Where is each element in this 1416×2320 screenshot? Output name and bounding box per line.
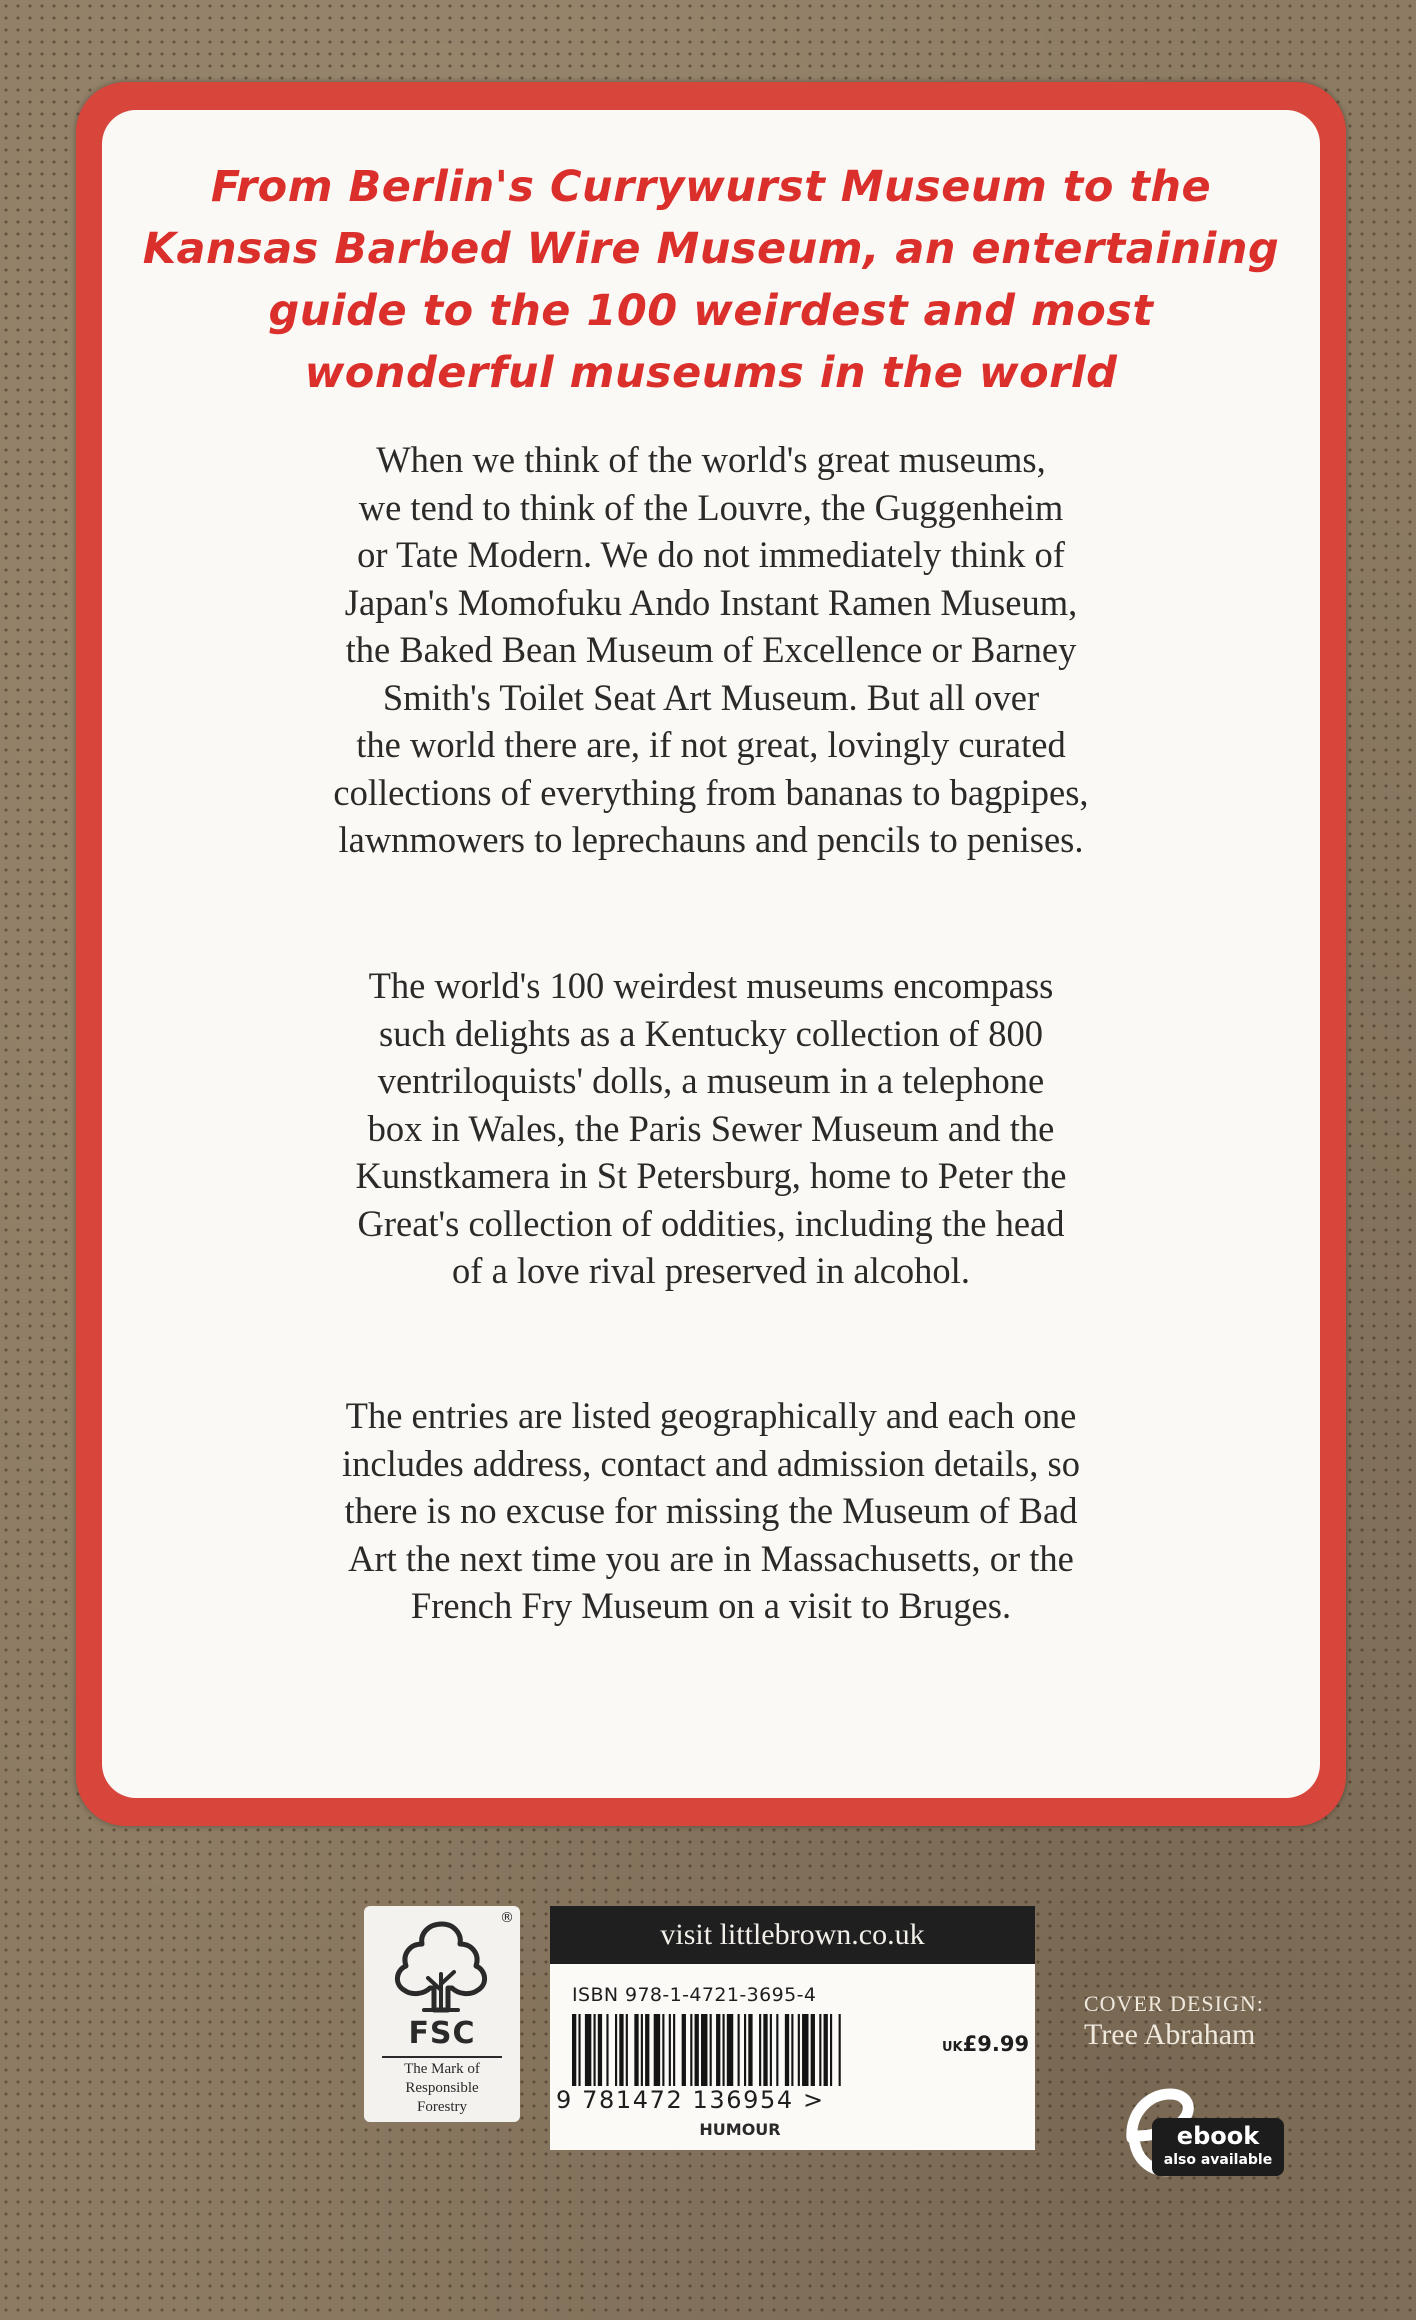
blurb-line: there is no excuse for missing the Museum of Bad	[344, 1490, 1078, 1531]
barcode-bar	[682, 2014, 686, 2086]
barcode-bar	[748, 2014, 752, 2086]
ebook-title: ebook	[1176, 2122, 1260, 2150]
barcode-bar	[785, 2014, 789, 2086]
fsc-tagline-line: Forestry	[417, 2099, 467, 2115]
blurb-line: The world's 100 weirdest museums encompass	[368, 965, 1054, 1006]
blurb-line: collections of everything from bananas to bagpipes,	[333, 771, 1089, 813]
fsc-tagline-line: The Mark of	[404, 2061, 480, 2077]
blurb-line: Great's collection of oddities, including the head	[357, 1202, 1065, 1244]
barcode-bar	[723, 2014, 725, 2086]
cover-design-credit	[1084, 1990, 1264, 2052]
barcode-bar	[759, 2014, 761, 2086]
blurb-line: Smith's Toilet Seat Art Museum. But all over	[382, 676, 1040, 718]
blurb-line: Kunstkamera in St Petersburg, home to Peter the	[355, 1155, 1067, 1196]
price-prefix: UK	[942, 2040, 963, 2055]
barcode-bar	[716, 2014, 720, 2086]
barcode-bar	[824, 2014, 828, 2086]
ebook-badge	[1100, 2078, 1290, 2188]
barcode-bar	[738, 2014, 740, 2086]
fsc-tagline	[368, 2060, 516, 2117]
barcode-bar	[634, 2014, 638, 2086]
blurb-line: lawnmowers to leprechauns and pencils to penises.	[338, 819, 1084, 860]
barcode-block	[550, 1964, 1035, 2150]
barcode-bar	[710, 2014, 712, 2086]
barcode-bar	[798, 2014, 800, 2086]
barcode-bar	[619, 2014, 623, 2086]
barcode-bar	[641, 2014, 643, 2086]
fsc-tagline-line: Responsible	[405, 2080, 479, 2096]
barcode-bar	[791, 2014, 793, 2086]
barcode-bar	[606, 2014, 608, 2086]
barcode-bar	[673, 2014, 675, 2086]
barcode-bar	[598, 2014, 602, 2086]
barcode-bar	[830, 2014, 832, 2086]
tagline-line: Kansas Barbed Wire Museum, an entertaining	[142, 224, 1280, 274]
blurb-line: Japan's Momofuku Ando Instant Ramen Museum,	[344, 581, 1078, 623]
blurb-line: The entries are listed geographically and each one	[345, 1395, 1077, 1436]
blurb-line: Art the next time you are in Massachusetts, or the	[348, 1537, 1074, 1579]
barcode-bar	[695, 2014, 699, 2086]
tagline-line: wonderful museums in the world	[304, 348, 1118, 398]
barcode-bar	[654, 2014, 660, 2086]
blurb-line: or Tate Modern. We do not immediately think of	[357, 534, 1065, 575]
barcode-bar	[626, 2014, 628, 2086]
barcode-bar	[594, 2014, 596, 2086]
blurb-line: box in Wales, the Paris Sewer Museum and the	[367, 1107, 1055, 1149]
cover-designer-name: Tree Abraham	[1084, 2018, 1256, 2051]
ebook-subtitle: also available	[1163, 2152, 1273, 2168]
barcode-bar	[763, 2014, 767, 2086]
blurb-line: the world there are, if not great, lovingly curated	[356, 724, 1066, 765]
price-value: £9.99	[962, 2032, 1030, 2056]
publisher-website: visit littlebrown.co.uk	[550, 1906, 1035, 1964]
barcode-bar	[701, 2014, 707, 2086]
barcode-bar	[727, 2014, 733, 2086]
tagline-line: From Berlin's Currywurst Museum to the	[210, 162, 1212, 212]
blurb-line: includes address, contact and admission details, so	[342, 1442, 1080, 1484]
tagline-line: guide to the 100 weirdest and most	[268, 286, 1154, 336]
fsc-logo	[364, 1906, 520, 2122]
ebook-label-box	[1152, 2118, 1284, 2176]
blurb-line: French Fry Museum on a visit to Bruges.	[410, 1585, 1012, 1626]
barcode-bar	[572, 2014, 576, 2086]
cover-design-label: COVER DESIGN:	[1084, 1991, 1264, 2016]
tagline	[130, 156, 1292, 404]
isbn-text: ISBN 978-1-4721-3695-4	[572, 1984, 817, 2006]
barcode-bar	[776, 2014, 778, 2086]
barcode-bar	[770, 2014, 772, 2086]
barcode-bar	[578, 2014, 580, 2086]
barcode-bar	[669, 2014, 671, 2086]
category-label: HUMOUR	[699, 2120, 781, 2139]
barcode-number: 9 781472 136954 >	[556, 2086, 825, 2114]
barcode-bar	[615, 2014, 617, 2086]
blurb-line: such delights as a Kentucky collection of 800	[379, 1012, 1043, 1054]
barcode-bar	[690, 2014, 692, 2086]
registered-mark: ®	[500, 1910, 514, 1926]
barcode-bar	[839, 2014, 841, 2086]
barcode-bar	[585, 2014, 591, 2086]
barcode-bars	[572, 2014, 932, 2086]
blurb-paragraph-2	[160, 962, 1262, 1295]
barcode-bar	[744, 2014, 746, 2086]
barcode-bar	[802, 2014, 808, 2086]
barcode-bar	[662, 2014, 664, 2086]
fsc-divider	[382, 2056, 502, 2058]
price-label	[942, 2032, 1029, 2056]
blurb-paragraph-1	[160, 436, 1262, 864]
barcode-bar	[811, 2014, 815, 2086]
fsc-tree-icon	[384, 1916, 500, 2016]
barcode-bar	[645, 2014, 649, 2086]
blurb-line: the Baked Bean Museum of Excellence or Barney	[345, 629, 1077, 670]
blurb-line: When we think of the world's great museums,	[376, 439, 1046, 480]
blurb-line: we tend to think of the Louvre, the Guggenheim	[358, 486, 1064, 528]
blurb-line: ventriloquists' dolls, a museum in a telephone	[377, 1060, 1045, 1101]
barcode-bar	[819, 2014, 821, 2086]
fsc-label: FSC	[408, 2016, 476, 2051]
blurb-paragraph-3	[160, 1392, 1262, 1630]
blurb-line: of a love rival preserved in alcohol.	[452, 1250, 970, 1291]
